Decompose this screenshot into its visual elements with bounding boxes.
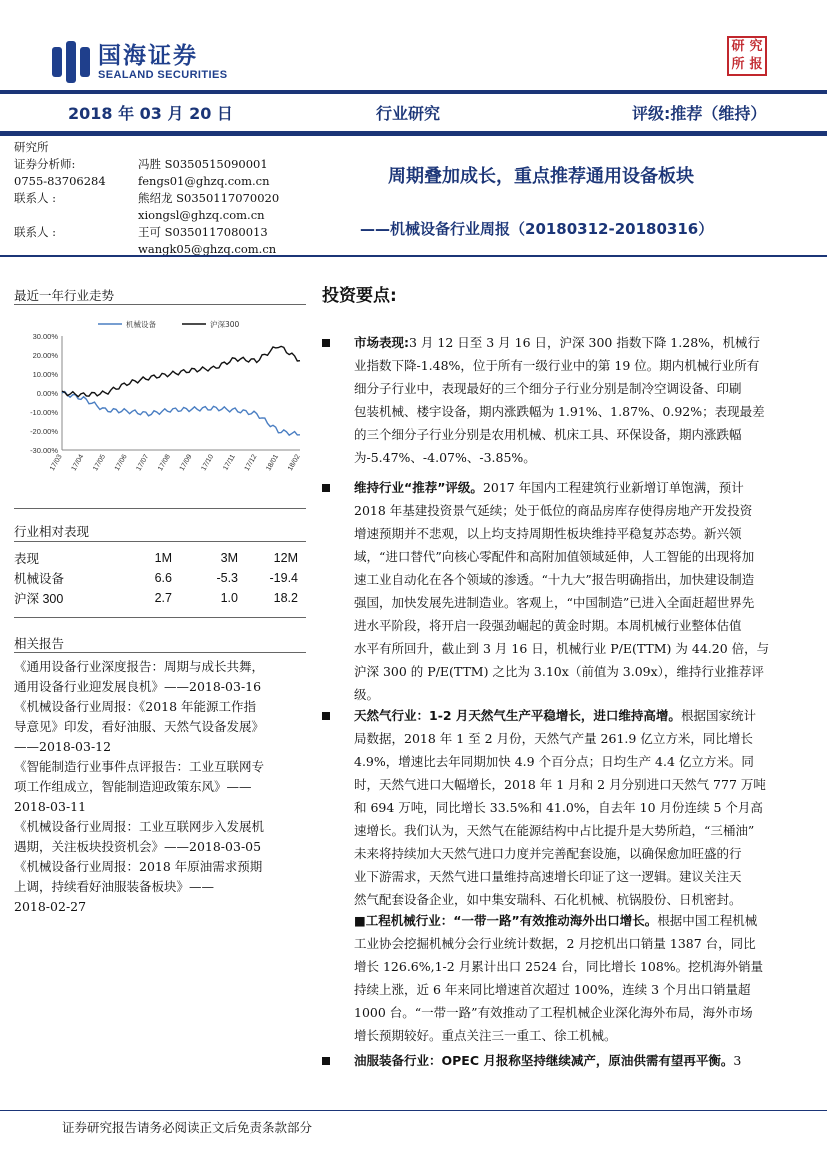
key-point-text: 持续上涨，近 6 年来同比增速首次超过 100%，连续 3 个月出口销量超 bbox=[354, 982, 751, 997]
x-tick-label: 18/02 bbox=[286, 453, 302, 473]
logo-cn: 国海证券 bbox=[98, 42, 198, 69]
key-point-gas bbox=[354, 704, 808, 911]
bullet-icon bbox=[322, 712, 330, 720]
perf-cell: 机械设备 bbox=[14, 572, 65, 586]
key-point-text: 为-5.47%、-4.07%、-3.85%。 bbox=[354, 450, 536, 465]
related-report-line: 《通用设备行业深度报告：周期与成长共舞， bbox=[14, 659, 265, 674]
report-title: 周期叠加成长，重点推荐通用设备板块 bbox=[388, 166, 694, 187]
trend-heading: 最近一年行业走势 bbox=[14, 288, 115, 303]
key-point-lead: ■工程机械行业：“一带一路”有效推动海外出口增长。 bbox=[354, 913, 658, 928]
related-report-line: 上调，持续看好油服装备板块》—— bbox=[14, 879, 215, 894]
legend-label: 机械设备 bbox=[126, 320, 156, 329]
key-point-text: 3 月 12 日至 3 月 16 日，沪深 300 指数下降 1.28%，机械行 bbox=[409, 335, 761, 350]
key-point-text: 局数据，2018 年 1 至 2 月份，天然气产量 261.9 亿立方米，同比增长 bbox=[354, 731, 753, 746]
x-tick-label: 17/05 bbox=[92, 453, 108, 473]
key-point-rating bbox=[354, 476, 808, 706]
x-tick-label: 17/08 bbox=[157, 453, 172, 473]
perf-cell: 沪深 300 bbox=[14, 592, 64, 606]
y-tick-label: 10.00% bbox=[32, 370, 58, 379]
key-point-text: 水平有所回升，截止到 3 月 16 日，机械行业 P/E(TTM) 为 44.20 倍，与 bbox=[354, 641, 770, 656]
key-point-text: 和 694 万吨，同比增长 33.5%和 41.0%，自去年 10 月份连续 5 个月高 bbox=[354, 800, 763, 815]
x-tick-label: 17/07 bbox=[135, 453, 151, 473]
bullet-icon bbox=[322, 1057, 330, 1065]
y-tick-label: -30.00% bbox=[30, 446, 58, 455]
y-tick-label: 20.00% bbox=[32, 351, 58, 360]
seal-char: 研 bbox=[731, 39, 745, 54]
key-point-text: 的三个细分子行业分别是农用机械、机床工具、环保设备，期内涨跌幅 bbox=[354, 427, 742, 442]
sidebar-rule bbox=[14, 508, 306, 509]
key-point-text: 1000 台。“一带一路”有效推动了工程机械企业深化海外布局，海外市场 bbox=[354, 1005, 753, 1020]
seal-char: 报 bbox=[749, 57, 763, 72]
related-report-line: 《机械设备行业周报：工业互联网步入发展机 bbox=[14, 819, 265, 834]
report-subtitle: ——机械设备行业周报（20180312-20180316） bbox=[360, 220, 714, 238]
seal-char: 究 bbox=[749, 39, 763, 54]
logo-mark-icon bbox=[52, 41, 90, 83]
perf-table bbox=[14, 548, 306, 608]
perf-heading: 行业相对表现 bbox=[14, 524, 90, 539]
perf-cell: 1M bbox=[154, 551, 172, 565]
sidebar-rule bbox=[14, 652, 306, 653]
key-point-text: 包装机械、楼宇设备，期内涨跌幅为 1.91%、1.87%、0.92%；表现最差 bbox=[354, 404, 765, 419]
industry-trend-chart bbox=[14, 312, 306, 502]
perf-cell: 2.7 bbox=[154, 591, 172, 605]
x-tick-label: 17/10 bbox=[200, 453, 216, 473]
sidebar-rule bbox=[14, 617, 306, 618]
x-tick-label: 17/11 bbox=[222, 453, 237, 472]
key-point-text: 工业协会挖掘机械分会行业统计数据，2 月挖机出口销量 1387 台，同比 bbox=[354, 936, 756, 951]
key-points-heading: 投资要点: bbox=[322, 286, 397, 306]
perf-cell: 1.0 bbox=[220, 591, 238, 605]
legend-label: 沪深300 bbox=[210, 320, 240, 329]
key-point-text: 速工业自动化在各个领域的渗透。“十九大”报告明确指出，加快建设制造 bbox=[354, 572, 755, 587]
perf-cell: -5.3 bbox=[216, 571, 238, 585]
y-tick-label: -20.00% bbox=[30, 427, 58, 436]
related-report-line: 《智能制造行业事件点评报告：工业互联网专 bbox=[14, 759, 265, 774]
key-point-construction bbox=[354, 909, 808, 1047]
perf-row bbox=[14, 568, 306, 588]
key-point-text: 进水平阶段，将开启一段强劲崛起的黄金时期。本周机械行业整体估值 bbox=[354, 618, 742, 633]
perf-cell: 18.2 bbox=[273, 591, 298, 605]
seal-char: 所 bbox=[731, 57, 745, 72]
company-logo bbox=[52, 40, 227, 84]
x-tick-label: 17/04 bbox=[70, 453, 86, 473]
key-point-lead: 天然气行业：1-2 月天然气生产平稳增长，进口维持高增。 bbox=[354, 708, 681, 723]
perf-cell: 6.6 bbox=[154, 571, 172, 585]
key-point-text: 强国，加快发展先进制造业。客观上，“中国制造”已进入全面赶超世界先 bbox=[354, 595, 755, 610]
sidebar-rule bbox=[14, 541, 306, 542]
footer-disclaimer: 证券研究报告请务必阅读正文后免责条款部分 bbox=[62, 1120, 313, 1135]
key-point-text: 级。 bbox=[354, 687, 380, 702]
x-tick-label: 18/01 bbox=[265, 453, 281, 473]
research-seal-icon bbox=[727, 36, 767, 76]
x-tick-label: 17/09 bbox=[178, 453, 194, 473]
report-rating: 评级:推荐（维持） bbox=[632, 104, 767, 123]
bullet-icon bbox=[322, 484, 330, 492]
key-point-text: 业下游需求，天然气进口量维持高速增长印证了这一逻辑。建议关注天 bbox=[354, 869, 742, 884]
related-report-line: 项工作组成立，智能制造迎政策东风》—— bbox=[14, 779, 252, 794]
bullet-icon bbox=[322, 339, 330, 347]
series-line-csi300 bbox=[62, 346, 300, 396]
header-band bbox=[0, 90, 827, 136]
key-point-text: 细分子行业中，表现最好的三个细分子行业分别是制冷空调设备、印刷 bbox=[354, 381, 742, 396]
related-heading: 相关报告 bbox=[14, 636, 65, 651]
key-point-text: 3 bbox=[733, 1053, 742, 1068]
key-point-text: 根据中国工程机械 bbox=[657, 913, 758, 928]
key-point-lead: 油服装备行业：OPEC 月报称坚持继续减产，原油供需有望再平衡。 bbox=[354, 1053, 734, 1068]
sidebar-rule bbox=[14, 304, 306, 305]
key-point-text: 根据国家统计 bbox=[680, 708, 756, 723]
perf-cell: 表现 bbox=[14, 552, 40, 566]
related-report-line: 遇期，关注板块投资机会》——2018-03-05 bbox=[14, 839, 262, 854]
key-point-text: 域，“进口替代”向核心零配件和高附加值领域延伸，人工智能的出现将加 bbox=[354, 549, 755, 564]
x-tick-label: 17/03 bbox=[48, 453, 64, 473]
related-report-line: 《机械设备行业周报：2018 年原油需求预期 bbox=[14, 859, 263, 874]
x-tick-label: 17/06 bbox=[113, 453, 129, 473]
key-point-oilfield bbox=[354, 1049, 808, 1072]
key-point-text: 然气配套设备企业，如中集安瑞科、石化机械、杭锅股份、日机密封。 bbox=[354, 892, 742, 907]
report-date: 2018 年 03 月 20 日 bbox=[68, 104, 233, 123]
key-point-lead: 市场表现: bbox=[354, 335, 409, 350]
key-point-market bbox=[354, 331, 808, 469]
key-point-text: 增长 126.6%,1-2 月累计出口 2524 台，同比增长 108%。挖机海外销量 bbox=[354, 959, 764, 974]
footer-rule bbox=[0, 1110, 827, 1111]
key-point-text: 时，天然气进口大幅增长，2018 年 1 月和 2 月分别进口天然气 777 万吨 bbox=[354, 777, 766, 792]
key-point-text: 业指数下降-1.48%，位于所有一级行业中的第 19 位。期内机械行业所有 bbox=[354, 358, 760, 373]
key-point-text: 沪深 300 的 P/E(TTM) 之比为 3.10x（前值为 3.09x），维持行业推荐评 bbox=[354, 664, 764, 679]
perf-cell: 12M bbox=[273, 551, 298, 565]
perf-row bbox=[14, 588, 306, 608]
key-point-text: 2018 年基建投资景气延续；处于低位的商品房库存使得房地产开发投资 bbox=[354, 503, 753, 518]
key-point-text: 未来将持续加大天然气进口力度并完善配套设施，以确保愈加旺盛的行 bbox=[354, 846, 742, 861]
perf-header-row bbox=[14, 548, 306, 568]
y-tick-label: 30.00% bbox=[32, 332, 58, 341]
report-category: 行业研究 bbox=[376, 104, 441, 123]
y-tick-label: 0.00% bbox=[36, 389, 58, 398]
related-report-line: 2018-03-11 bbox=[14, 799, 87, 814]
x-tick-label: 17/12 bbox=[243, 453, 259, 473]
key-point-text: 增速预期并不悲观，以上均支持周期性板块维持平稳复苏态势。新兴领 bbox=[354, 526, 742, 541]
key-point-text: 速增长。我们认为，天然气在能源结构中占比提升是大势所趋，“三桶油” bbox=[354, 823, 755, 838]
related-report-line: 通用设备行业迎发展良机》——2018-03-16 bbox=[14, 679, 262, 694]
perf-cell: 3M bbox=[220, 551, 238, 565]
key-point-text: 2017 年国内工程建筑行业新增订单饱满，预计 bbox=[482, 480, 744, 495]
logo-en: SEALAND SECURITIES bbox=[98, 68, 228, 81]
related-report-line: ——2018-03-12 bbox=[14, 739, 112, 754]
perf-cell: -19.4 bbox=[269, 571, 298, 585]
section-divider bbox=[0, 255, 827, 257]
series-line-machinery bbox=[62, 392, 300, 436]
y-tick-label: -10.00% bbox=[30, 408, 58, 417]
key-point-text: 4.9%，增速比去年同期加快 4.9 个百分点；日均生产 4.4 亿立方米。同 bbox=[354, 754, 754, 769]
related-report-line: 2018-02-27 bbox=[14, 899, 87, 914]
related-report-line: 导意见》印发，看好油服、天然气设备发展》 bbox=[14, 719, 265, 734]
key-point-text: 增长预期较好。重点关注三一重工、徐工机械。 bbox=[354, 1028, 617, 1043]
related-reports bbox=[14, 657, 312, 917]
related-report-line: 《机械设备行业周报：《2018 年能源工作指 bbox=[14, 699, 257, 714]
key-point-lead: 维持行业“推荐”评级。 bbox=[354, 480, 483, 495]
